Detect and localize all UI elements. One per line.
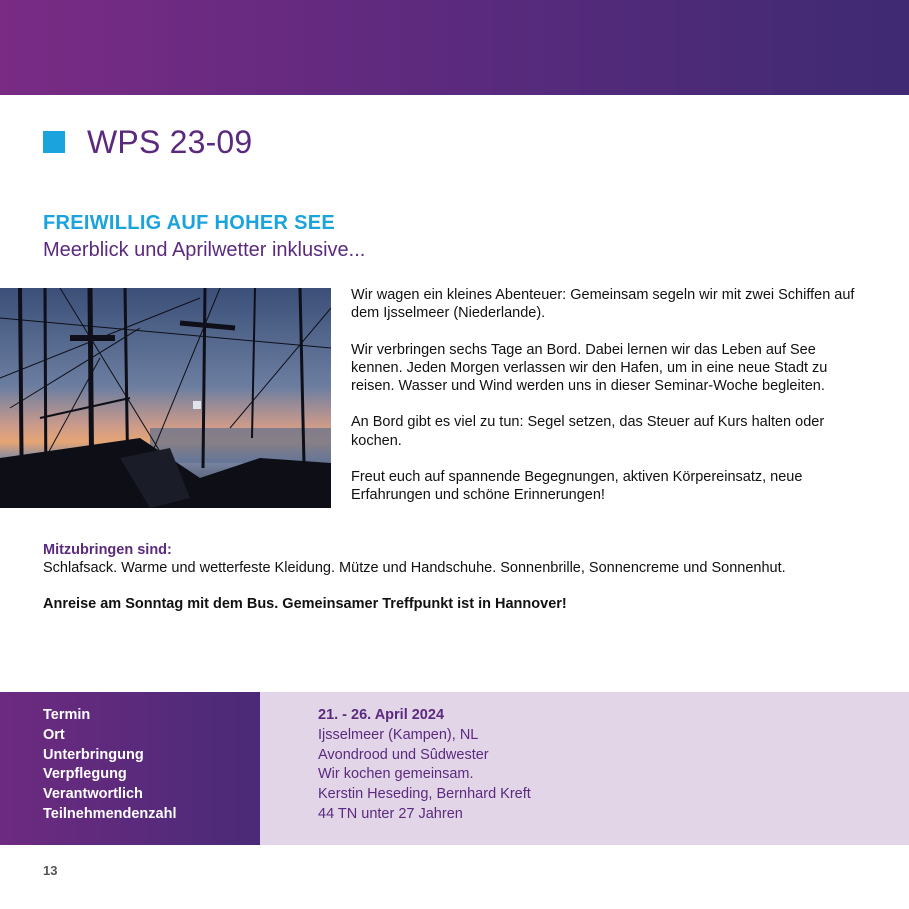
- info-values: [318, 706, 531, 825]
- info-value-ort: Ijsselmeer (Kampen), NL: [318, 726, 479, 743]
- info-labels: [43, 706, 176, 825]
- sailing-ship-photo: [0, 288, 331, 508]
- info-value-verantwortlich: Kerstin Heseding, Bernhard Kreft: [318, 786, 531, 803]
- info-label-teilnehmendenzahl: Teilnehmendenzahl: [43, 805, 177, 822]
- info-label-verantwortlich: Verantwortlich: [43, 786, 143, 803]
- info-label-termin: Termin: [43, 707, 91, 723]
- info-value-unterbringung: Avondrood und Sûdwester: [318, 746, 489, 763]
- info-label-ort: Ort: [43, 726, 65, 743]
- info-label-unterbringung: Unterbringung: [43, 746, 144, 763]
- description-paragraph: An Bord gibt es viel zu tun: Segel setzen, das Steuer auf Kurs halten oder kochen.: [351, 414, 825, 449]
- seminar-title: FREIWILLIG AUF HOHER SEE: [43, 212, 336, 234]
- seminar-subtitle: Meerblick und Aprilwetter inklusive...: [43, 239, 366, 261]
- info-label-verpflegung: Verpflegung: [43, 766, 127, 783]
- seminar-code: WPS 23-09: [87, 123, 253, 160]
- travel-note: Anreise am Sonntag mit dem Bus. Gemeinsamer Treffpunkt ist in Hannover!: [43, 596, 567, 612]
- info-value-verpflegung: Wir kochen gemeinsam.: [318, 766, 474, 783]
- description-paragraph: Wir verbringen sechs Tage an Bord. Dabei lernen wir das Leben auf See kennen. Jeden Morgen verlassen wir den Hafen, um in eine neue Stadt zu reisen. Wasser und Wind werden uns in dieser Seminar-Woche begleiten.: [351, 341, 828, 394]
- blue-square-marker: [43, 131, 65, 153]
- description-paragraph: Wir wagen ein kleines Abenteuer: Gemeinsam segeln wir mit zwei Schiffen auf dem Ijsselmeer (Niederlande).: [351, 287, 855, 322]
- page-number: 13: [43, 863, 58, 878]
- info-value-termin: 21. - 26. April 2024: [318, 707, 445, 723]
- bring-heading: Mitzubringen sind:: [43, 542, 172, 558]
- info-value-teilnehmendenzahl: 44 TN unter 27 Jahren: [318, 805, 463, 822]
- description-paragraph: Freut euch auf spannende Begegnungen, aktiven Körpereinsatz, neue Erfahrungen und schöne Erinnerungen!: [351, 468, 803, 504]
- seminar-code-row: [43, 122, 252, 162]
- bring-list: Schlafsack. Warme und wetterfeste Kleidung. Mütze und Handschuhe. Sonnenbrille, Sonnencreme und Sonnenhut.: [43, 560, 786, 576]
- description: [351, 286, 871, 523]
- header-band: [0, 0, 909, 95]
